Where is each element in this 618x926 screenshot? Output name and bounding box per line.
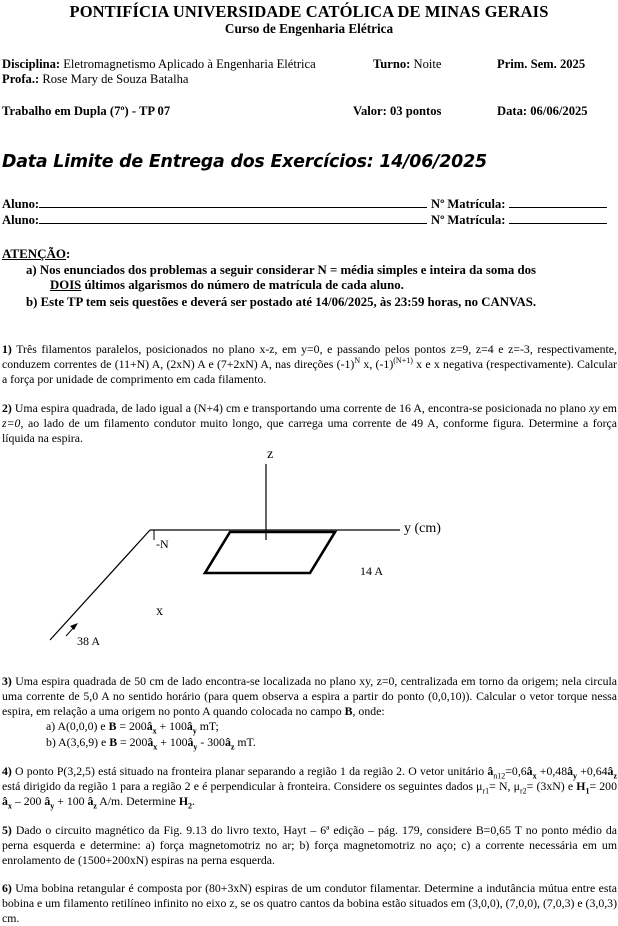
attention-item-a: a) Nos enunciados dos problemas a seguir considerar N = média simples e inteira da soma dos DOIS últimos algarismos do número de matrícula de cada aluno. <box>26 263 536 292</box>
work-value: Valor: 03 pontos <box>353 104 442 118</box>
question-2: 2) Uma espira quadrada, de lado igual a (N+4) cm e transportando uma corrente de 16 A, encontra-se posicionada no plano xy em z=0, ao lado de um filamento condutor muito longo, que carrega uma corrente de 49 A, conforme figura. Determine a força líquida na espira. <box>2 401 617 445</box>
registration-field-1 <box>431 196 607 212</box>
arrowhead-icon <box>70 623 78 630</box>
z-axis-label: z <box>267 447 274 462</box>
x-axis-label: x <box>156 604 163 619</box>
question-1: 1) Três filamentos paralelos, posicionados no plano x-z, em y=0, e passando pelos pontos z=9, z=4 e z=-3, respectivamente, conduzem correntes de (11+N) A, (2xN) A e (7+2xN) A, nas direções $(-1)^N$ x, $(-1)^{(N+1)}$ x e x negativa (respectivamente). Calcular a força por unidade de comprimento em cada filamento. <box>2 342 617 386</box>
question-3-item-a: a) A(0,0,0) e $B = 200â_x$ + $100â_y$ mT; <box>46 719 219 736</box>
question-3-item-b: b) A(3,6,9) e $B = 200â_x$ + $100â_y$ - $300â_z$ mT. <box>46 735 256 752</box>
question-5: 5) Dado o circuito magnético da Fig. 9.13 do livro texto, Hayt – 6ª edição – pág. 179, considere B=0,65 T no ponto médio da perna esquerda e determine: a) força magnetomotriz no ar; b) força magnetomotriz no aço; c) a corrente necessária em um enrolamento de (1500+200xN) espiras na perna esquerda. <box>2 823 617 867</box>
registration-blank-2[interactable] <box>509 212 607 224</box>
professor-line <box>2 72 189 87</box>
shift-line <box>373 57 441 72</box>
attention-heading: ATENÇÃO: <box>2 246 71 261</box>
question-4: 4) O ponto P(3,2,5) está situado na fronteira planar separando a região 1 da região 2. O vetor unitário $â_{n12}=0,6â_x$ $+0,48â_y$ $+0,64â_z$ está dirigido da região 1 para a região 2 e é perpendicular à fronteira. Considere os seguintes dados $\mu_{r1}= N$, $\mu_{r2}= (3xN)$ e $H_1= 200$ $â_x - 200$ $â_y + 100$ $â_z$ A/m. Determine $H_2$. <box>2 764 618 811</box>
question-3: 3) Uma espira quadrada de 50 cm de lado encontra-se localizada no plano xy, z=0, centralizada em torno da origem; nela circula uma corrente de 5,0 A no sentido horário (para quem observa a espira a partir do ponto (0,0,10)). Calcular o vetor torque nessa espira, em relação a uma origem no ponto A quando colocada no campo B, onde: <box>2 674 617 718</box>
attention-title: ATENÇÃO <box>2 246 67 261</box>
university-title: PONTIFÍCIA UNIVERSIDADE CATÓLICA DE MINAS GERAIS <box>69 2 549 21</box>
registration-field-2 <box>431 212 607 228</box>
student-blank-2[interactable] <box>39 212 427 224</box>
loop-and-wire-diagram <box>0 440 618 660</box>
attention-item-b: b) Este TP tem seis questões e deverá ser postado até 14/06/2025, às 23:59 horas, no CANVAS. <box>26 295 537 309</box>
loop-current-label: 14 A <box>360 564 384 578</box>
student-label: Aluno: <box>2 213 40 227</box>
work-date: Data: 06/06/2025 <box>497 104 588 118</box>
y-axis-label: y (cm) <box>404 521 441 536</box>
student-field-1 <box>2 196 427 212</box>
student-field-2 <box>2 212 427 228</box>
deadline-heading: Data Limite de Entrega dos Exercícios: 14/06/2025 <box>2 152 487 172</box>
square-loop <box>205 532 335 573</box>
work-title: Trabalho em Dupla (7º) - TP 07 <box>2 104 171 118</box>
wire-filament <box>50 530 150 640</box>
discipline-value: Eletromagnetismo Aplicado à Engenharia Elétrica <box>60 57 316 71</box>
registration-blank-1[interactable] <box>509 196 607 208</box>
question-6: 6) Uma bobina retangular é composta por (80+3xN) espiras de um condutor filamentar. Determine a indutância mútua entre esta bobina e um filamento retilíneo infinito no eixo z, se os quatro cantos da bobina estão situados em (3,0,0), (7,0,0), (7,0,3) e (3,0,3) cm. <box>2 881 617 925</box>
semester: Prim. Sem. 2025 <box>497 57 586 71</box>
student-label: Aluno: <box>2 197 40 211</box>
minus-n-label: -N <box>156 537 169 551</box>
registration-label: Nº Matrícula: <box>431 213 506 227</box>
course-title: Curso de Engenharia Elétrica <box>224 21 394 36</box>
professor-label: Profa.: <box>2 72 40 86</box>
registration-label: Nº Matrícula: <box>431 197 506 211</box>
discipline-line <box>2 57 316 72</box>
wire-current-label: 38 A <box>77 634 101 648</box>
professor-value: Rose Mary de Souza Batalha <box>39 72 189 86</box>
student-blank-1[interactable] <box>39 196 427 208</box>
shift-value: Noite <box>410 57 442 71</box>
discipline-label: Disciplina: <box>2 57 61 71</box>
shift-label: Turno: <box>373 57 411 71</box>
dois-underlined: DOIS <box>50 278 82 292</box>
